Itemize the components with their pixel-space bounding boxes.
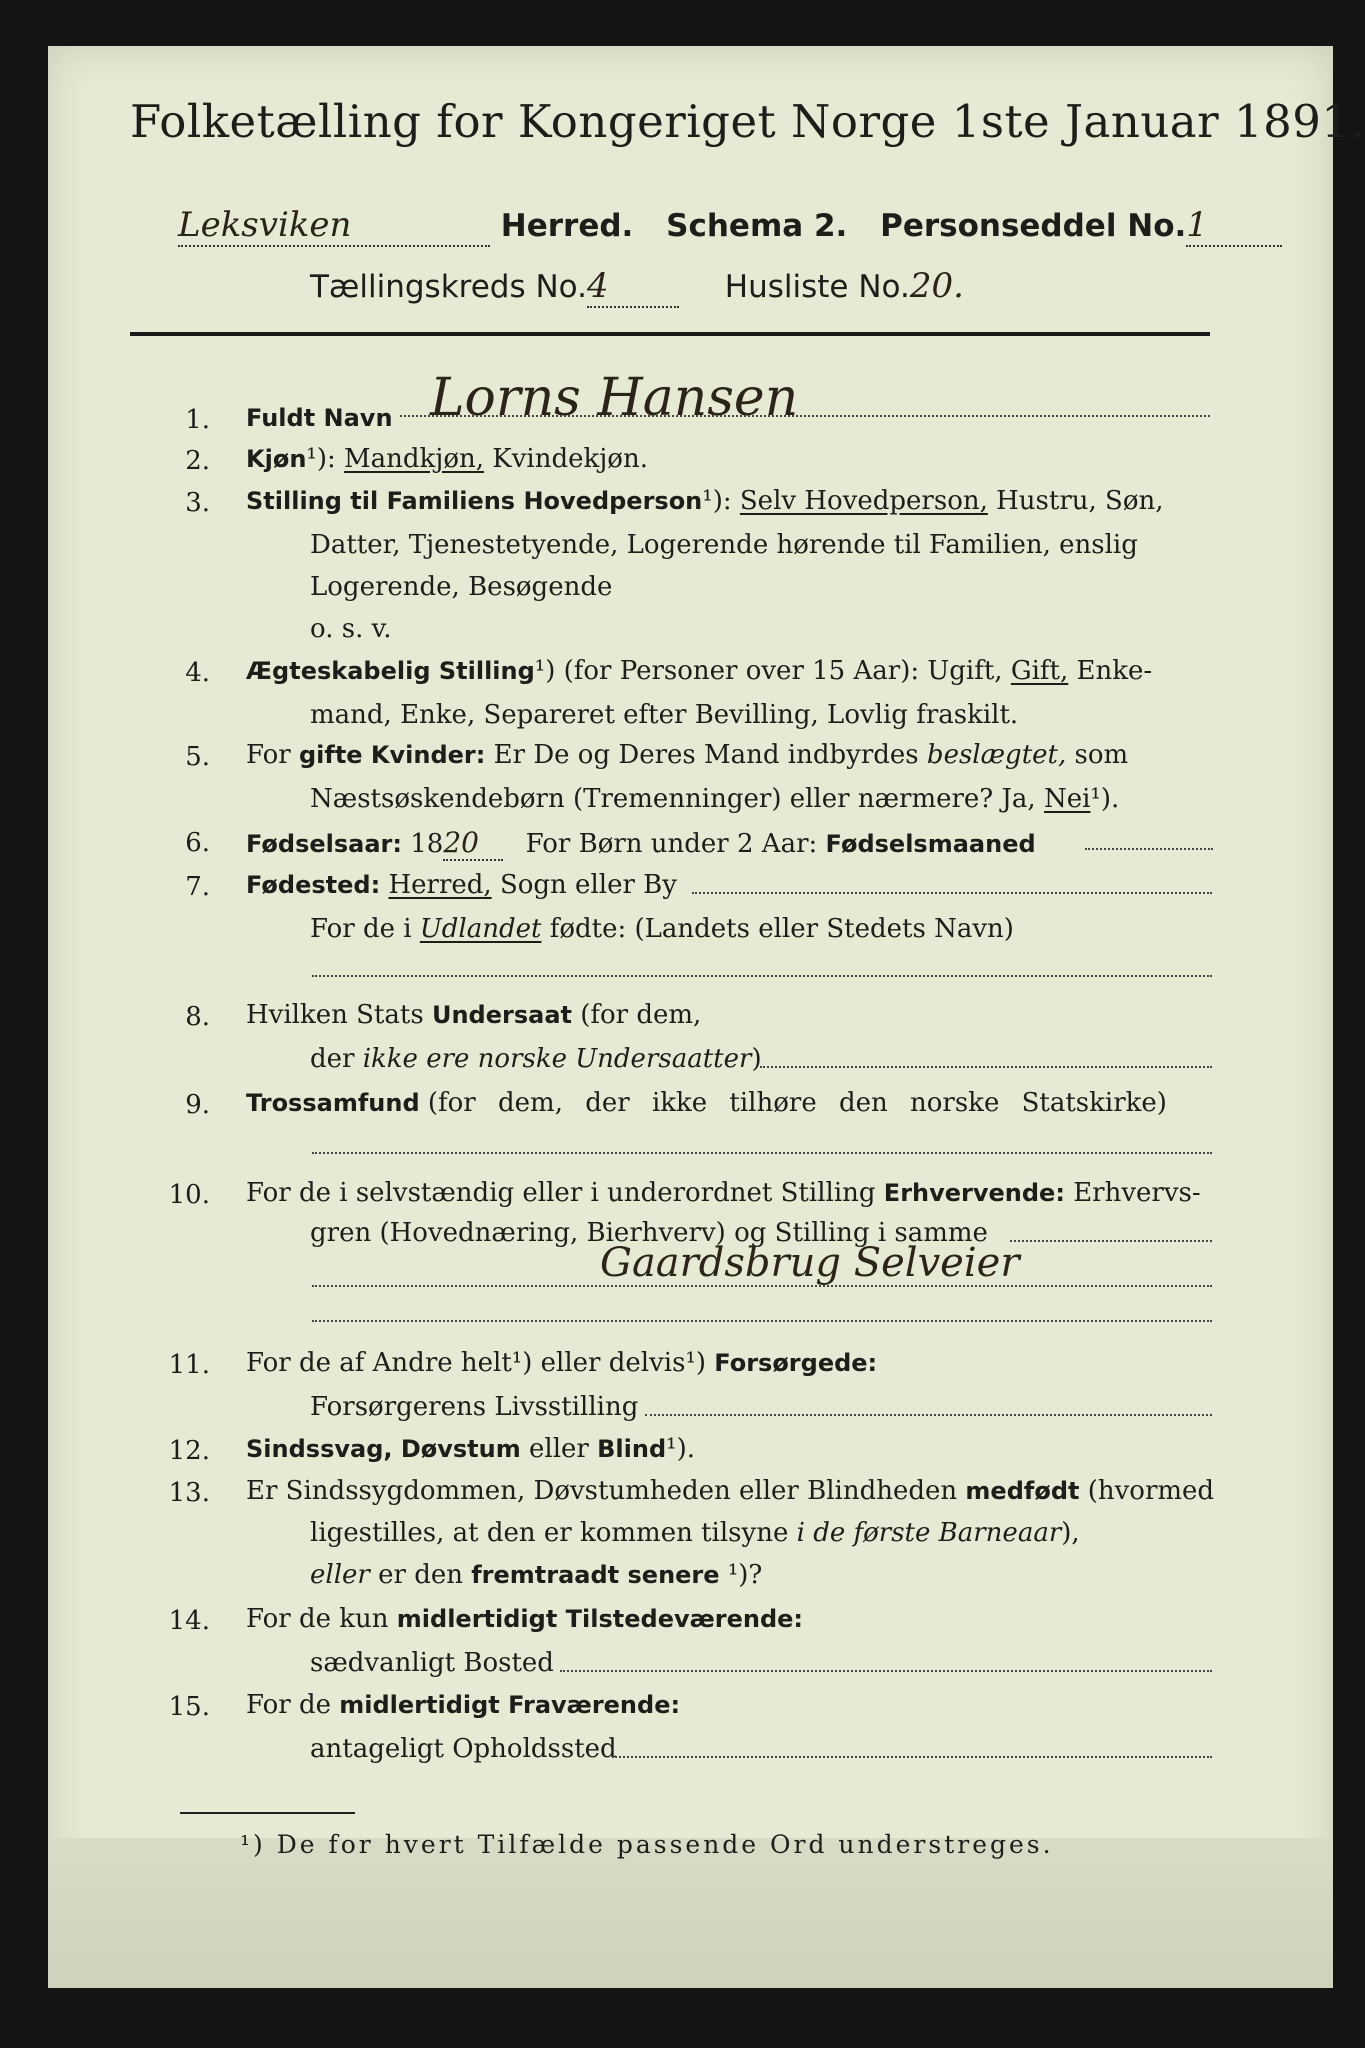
item-3-line4: o. s. v. [310,614,392,644]
occupation-value: Gaardsbrug Selveier [600,1240,1020,1286]
item-11-line2: Forsørgerens Livsstilling [310,1392,639,1422]
birth-year-prefix: 18 [410,829,444,859]
item-3-number: 3. [185,488,210,518]
item-3-rest: Hustru, Søn, [996,486,1164,516]
item-8 [246,1000,701,1030]
item-13-line3-label: fremtraadt senere [471,1561,720,1589]
item-1-fill [400,415,1210,417]
item-14-pre: For de kun [246,1604,389,1634]
header-rule [130,332,1210,336]
kreds-value: 4 [587,266,679,308]
item-11-number: 11. [168,1350,210,1380]
item-2-label: Kjøn [246,445,307,473]
item-12-number: 12. [168,1436,210,1466]
marital-option-selected: Gift, [1010,656,1069,686]
item-2: Kjøn¹): Mandkjøn, Kvindekjøn. [246,444,648,474]
item-10-post: Erhvervs- [1073,1178,1201,1208]
item-11-pre: For de af Andre helt [246,1348,512,1378]
herred-label: Herred. [500,208,634,244]
item-10 [246,1178,1201,1208]
item-8-number: 8. [185,1002,210,1032]
item-8-line2-italic: ikke ere norske Undersaatter [362,1044,752,1074]
item-5 [246,740,1128,770]
item-7-number: 7. [185,872,210,902]
item-5-number: 5. [185,742,210,772]
item-5-pre: For [246,740,291,770]
item-15-label: midlertidigt Fraværende: [339,1691,681,1719]
item-15-number: 15. [168,1692,210,1722]
item-7-line2-post: fødte: (Landets eller Stedets Navn) [549,914,1014,944]
item-4-line2: mand, Enke, Separeret efter Bevilling, Lovlig fraskilt. [310,700,1019,730]
item-11-label: Forsørgede: [714,1349,878,1377]
item-9-fill [312,1152,1212,1154]
item-7-fill [692,892,1212,894]
item-5-post: som [1074,740,1129,770]
item-7-fill2 [312,975,1212,977]
sex-option-male: Mandkjøn, [344,444,485,474]
item-4-sup: ¹) [534,656,556,686]
personseddel-value: 1 [1186,205,1282,247]
item-8-post: (for dem, [580,1000,702,1030]
item-3-line2: Datter, Tjenestetyende, Logerende hørende til Familien, enslig [310,530,1138,560]
birth-year-value: 20 [443,826,503,861]
item-5-italic: beslægtet, [926,740,1067,770]
item-11-sup2: ¹) [685,1348,707,1378]
item-12-label2: Blind [597,1435,667,1463]
item-2-sup: ¹) [306,444,327,474]
item-8-fill [760,1066,1212,1068]
item-10-pre: For de i selvstændig eller i underordnet Stilling [246,1178,876,1208]
item-3-sup: ¹): [702,486,732,516]
item-9-text: (for dem, der ikke tilhøre den norske Statskirke) [427,1088,1167,1118]
item-13-line3 [310,1560,762,1590]
husliste-value: 20. [909,266,964,306]
item-4-label: Ægteskabelig Stilling [246,657,535,685]
item-13-line2-post: ), [1061,1518,1080,1548]
item-15-pre: For de [246,1690,331,1720]
schema-label: Schema 2. [666,208,848,244]
item-12-mid: eller [529,1434,589,1464]
item-14-label: midlertidigt Tilstedeværende: [396,1605,804,1633]
item-1-number: 1. [185,405,210,435]
item-4-pre: (for Personer over 15 Aar): Ugift, [563,656,1003,686]
item-14-number: 14. [168,1606,210,1636]
item-14-fill [560,1670,1212,1672]
item-11 [246,1348,877,1378]
item-10-fill [1010,1240,1212,1242]
item-13-pre: Er Sindssygdommen, Døvstumheden eller Blindheden [246,1476,958,1506]
item-5-label: gifte Kvinder: [298,741,486,769]
item-13-line2 [310,1518,1080,1548]
item-8-line2-post: ) [751,1044,762,1074]
item-5-sup: ¹). [1090,784,1120,814]
item-13 [246,1476,1214,1506]
item-8-pre: Hvilken Stats [246,1000,424,1030]
item-1-label: Fuldt Navn [246,404,393,432]
item-7 [246,870,677,900]
item-13-line2-italic: i de første Barneaar [796,1518,1062,1548]
item-5-line2 [310,784,1119,814]
item-3-line3: Logerende, Besøgende [310,572,613,602]
item-2-number: 2. [185,446,210,476]
item-4 [246,656,1152,686]
item-11-fill [645,1414,1212,1416]
item-3 [246,486,1164,516]
item-10-fill3 [312,1320,1212,1322]
item-7-line2-pre: For de i [310,914,412,944]
item-6-label2: Fødselsmaaned [825,830,1036,858]
item-13-line3-post: ¹)? [727,1560,763,1590]
item-1 [246,403,393,433]
item-7-rest: Sogn eller By [499,870,677,900]
position-option-selected: Selv Hovedperson, [739,486,988,516]
related-option-selected: Nei [1043,784,1091,814]
item-15 [246,1690,680,1720]
item-9-label: Trossamfund [246,1089,420,1117]
item-11-mid: eller delvis [540,1348,686,1378]
item-4-number: 4. [185,658,210,688]
item-11-sup1: ¹) [511,1348,533,1378]
item-13-line3-italic: eller [310,1560,370,1590]
birthplace-option-selected: Herred, [388,870,492,900]
item-8-line2-pre: der [310,1044,355,1074]
item-6-fill [1085,848,1213,850]
item-7-label: Fødested: [246,871,381,899]
herred-value: Leksviken [178,205,490,247]
item-8-label: Undersaat [431,1001,572,1029]
item-6-label: Fødselsaar: [246,830,402,858]
item-10-fill2 [312,1285,1212,1287]
item-5-line2-text: Næstsøskendebørn (Tremenninger) eller nærmere? Ja, [310,784,1036,814]
item-10-label: Erhvervende: [883,1179,1065,1207]
item-10-line2: gren (Hovednæring, Bierhverv) og Stilling i samme [310,1218,988,1248]
item-13-line2-pre: ligestilles, at den er kommen tilsyne [310,1518,789,1548]
item-5-text: Er De og Deres Mand indbyrdes [493,740,919,770]
item-9 [246,1088,1167,1118]
item-4-post: Enke- [1076,656,1153,686]
kreds-label: Tællingskreds No. [310,269,587,305]
footnote: ¹) De for hvert Tilfælde passende Ord understreges. [240,1830,1054,1859]
item-12 [246,1434,695,1464]
item-12-label: Sindssvag, Døvstum [246,1435,521,1463]
sex-option-female: Kvindekjøn. [492,444,648,474]
item-6-number: 6. [185,828,210,858]
item-13-line3-mid: er den [378,1560,463,1590]
item-8-line2 [310,1044,762,1074]
item-15-fill [612,1756,1212,1758]
item-13-post: (hvormed [1087,1476,1215,1506]
full-name-value: Lorns Hansen [430,368,799,428]
form-title: Folketælling for Kongeriget Norge 1ste Januar 1891. [130,95,1365,148]
item-15-line2: antageligt Opholdssted [310,1734,617,1764]
item-13-number: 13. [168,1478,210,1508]
page-bottom-strip [48,1838,1333,1988]
item-14 [246,1604,803,1634]
personseddel-label: Personseddel No. [880,208,1187,244]
item-13-label: medfødt [965,1477,1080,1505]
item-6 [246,826,1036,861]
item-14-line2: sædvanligt Bosted [310,1648,554,1678]
item-10-number: 10. [168,1180,210,1210]
husliste-label: Husliste No. [724,269,910,305]
item-3-label: Stilling til Familiens Hovedperson [246,487,703,515]
item-7-line2-italic: Udlandet [419,914,542,944]
item-7-line2 [310,914,1014,944]
item-6-text: For Børn under 2 Aar: [525,829,818,859]
item-9-number: 9. [185,1090,210,1120]
item-12-sup: ¹). [666,1434,695,1464]
kreds-line [310,266,964,308]
footnote-rule [180,1812,355,1814]
herred-line [178,205,1282,247]
